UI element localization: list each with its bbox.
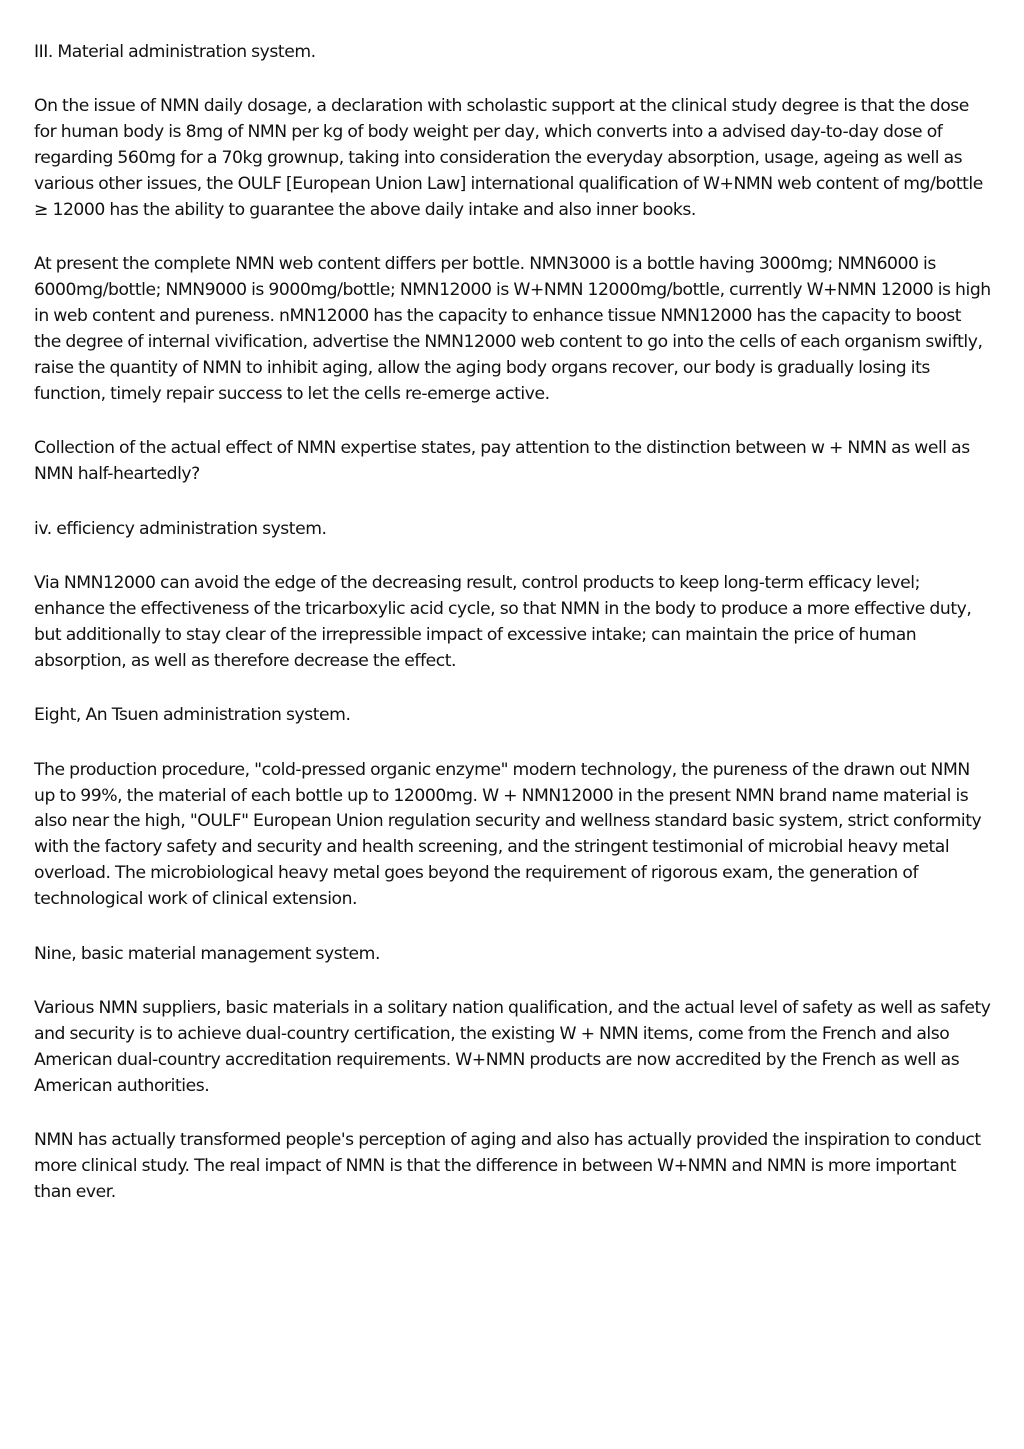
paragraph-nmn-content-per-bottle: At present the complete NMN web content differs per bottle. NMN3000 is a bottle having 3000mg; NMN6000 is 6000mg/bottle; NMN9000 is 9000mg/bottle; NMN12000 is W+NMN 12000mg/bottle, currently W+NMN 12000 is high in web content and pureness. nMN12000 has the capacity to enhance tissue NMN12000 has the capacity to boost the degree of internal vivification, advertise the NMN12000 web content to go into the cells of each organism swiftly, raise the quantity of NMN to inhibit aging, allow the aging body organs recover, our body is gradually losing its function, timely repair success to let the cells re-emerge active.	[34, 254, 991, 404]
section-heading-efficiency-administration: iv. efficiency administration system.	[34, 518, 327, 539]
paragraph-suppliers-certification: Various NMN suppliers, basic materials in a solitary nation qualification, and the actual level of safety as well as safety and security is to achieve dual-country certification, the existing W + NMN items, come from the French and also American dual-country accreditation requirements. W+NMN products are now accredited by the French as well as American authorities.	[34, 997, 991, 1096]
document-body	[34, 40, 992, 1234]
paragraph-efficiency: Via NMN12000 can avoid the edge of the decreasing result, control products to keep long-term efficacy level; enhance the effectiveness of the tricarboxylic acid cycle, so that NMN in the body to produce a more effective duty, but additionally to stay clear of the irrepressible impact of excessive intake; can maintain the price of human absorption, as well as therefore decrease the effect.	[34, 573, 972, 671]
section-heading-basic-material-management: Nine, basic material management system.	[34, 943, 380, 964]
paragraph-production-procedure: The production procedure, "cold-pressed organic enzyme" modern technology, the pureness of the drawn out NMN up to 99%, the material of each bottle up to 12000mg. W + NMN12000 in the present NMN brand name material is also near the high, "OULF" European Union regulation security and wellness standard basic system, strict conformity with the factory safety and security and health screening, and the stringent testimonial of microbial heavy metal overload. The microbiological heavy metal goes beyond the requirement of rigorous exam, the generation of technological work of clinical extension.	[34, 759, 982, 910]
paragraph-effect-collection: Collection of the actual effect of NMN expertise states, pay attention to the distinction between w + NMN as well as NMN half-heartedly?	[34, 438, 970, 485]
paragraph-daily-dosage: On the issue of NMN daily dosage, a declaration with scholastic support at the clinical study degree is that the dose for human body is 8mg of NMN per kg of body weight per day, which converts into a advised day-to-day dose of regarding 560mg for a 70kg grownup, taking into consideration the everyday absorption, usage, ageing as well as various other issues, the OULF [European Union Law] international qualification of W+NMN web content of mg/bottle ≥ 12000 has the ability to guarantee the above daily intake and also inner books.	[34, 96, 983, 221]
section-heading-an-tsuen-administration: Eight, An Tsuen administration system.	[34, 705, 351, 726]
section-heading-material-administration: III. Material administration system.	[34, 42, 316, 62]
paragraph-conclusion: NMN has actually transformed people's perception of aging and also has actually provided the inspiration to conduct more clinical study. The real impact of NMN is that the difference in between W+NMN and NMN is more important than ever.	[34, 1130, 981, 1202]
